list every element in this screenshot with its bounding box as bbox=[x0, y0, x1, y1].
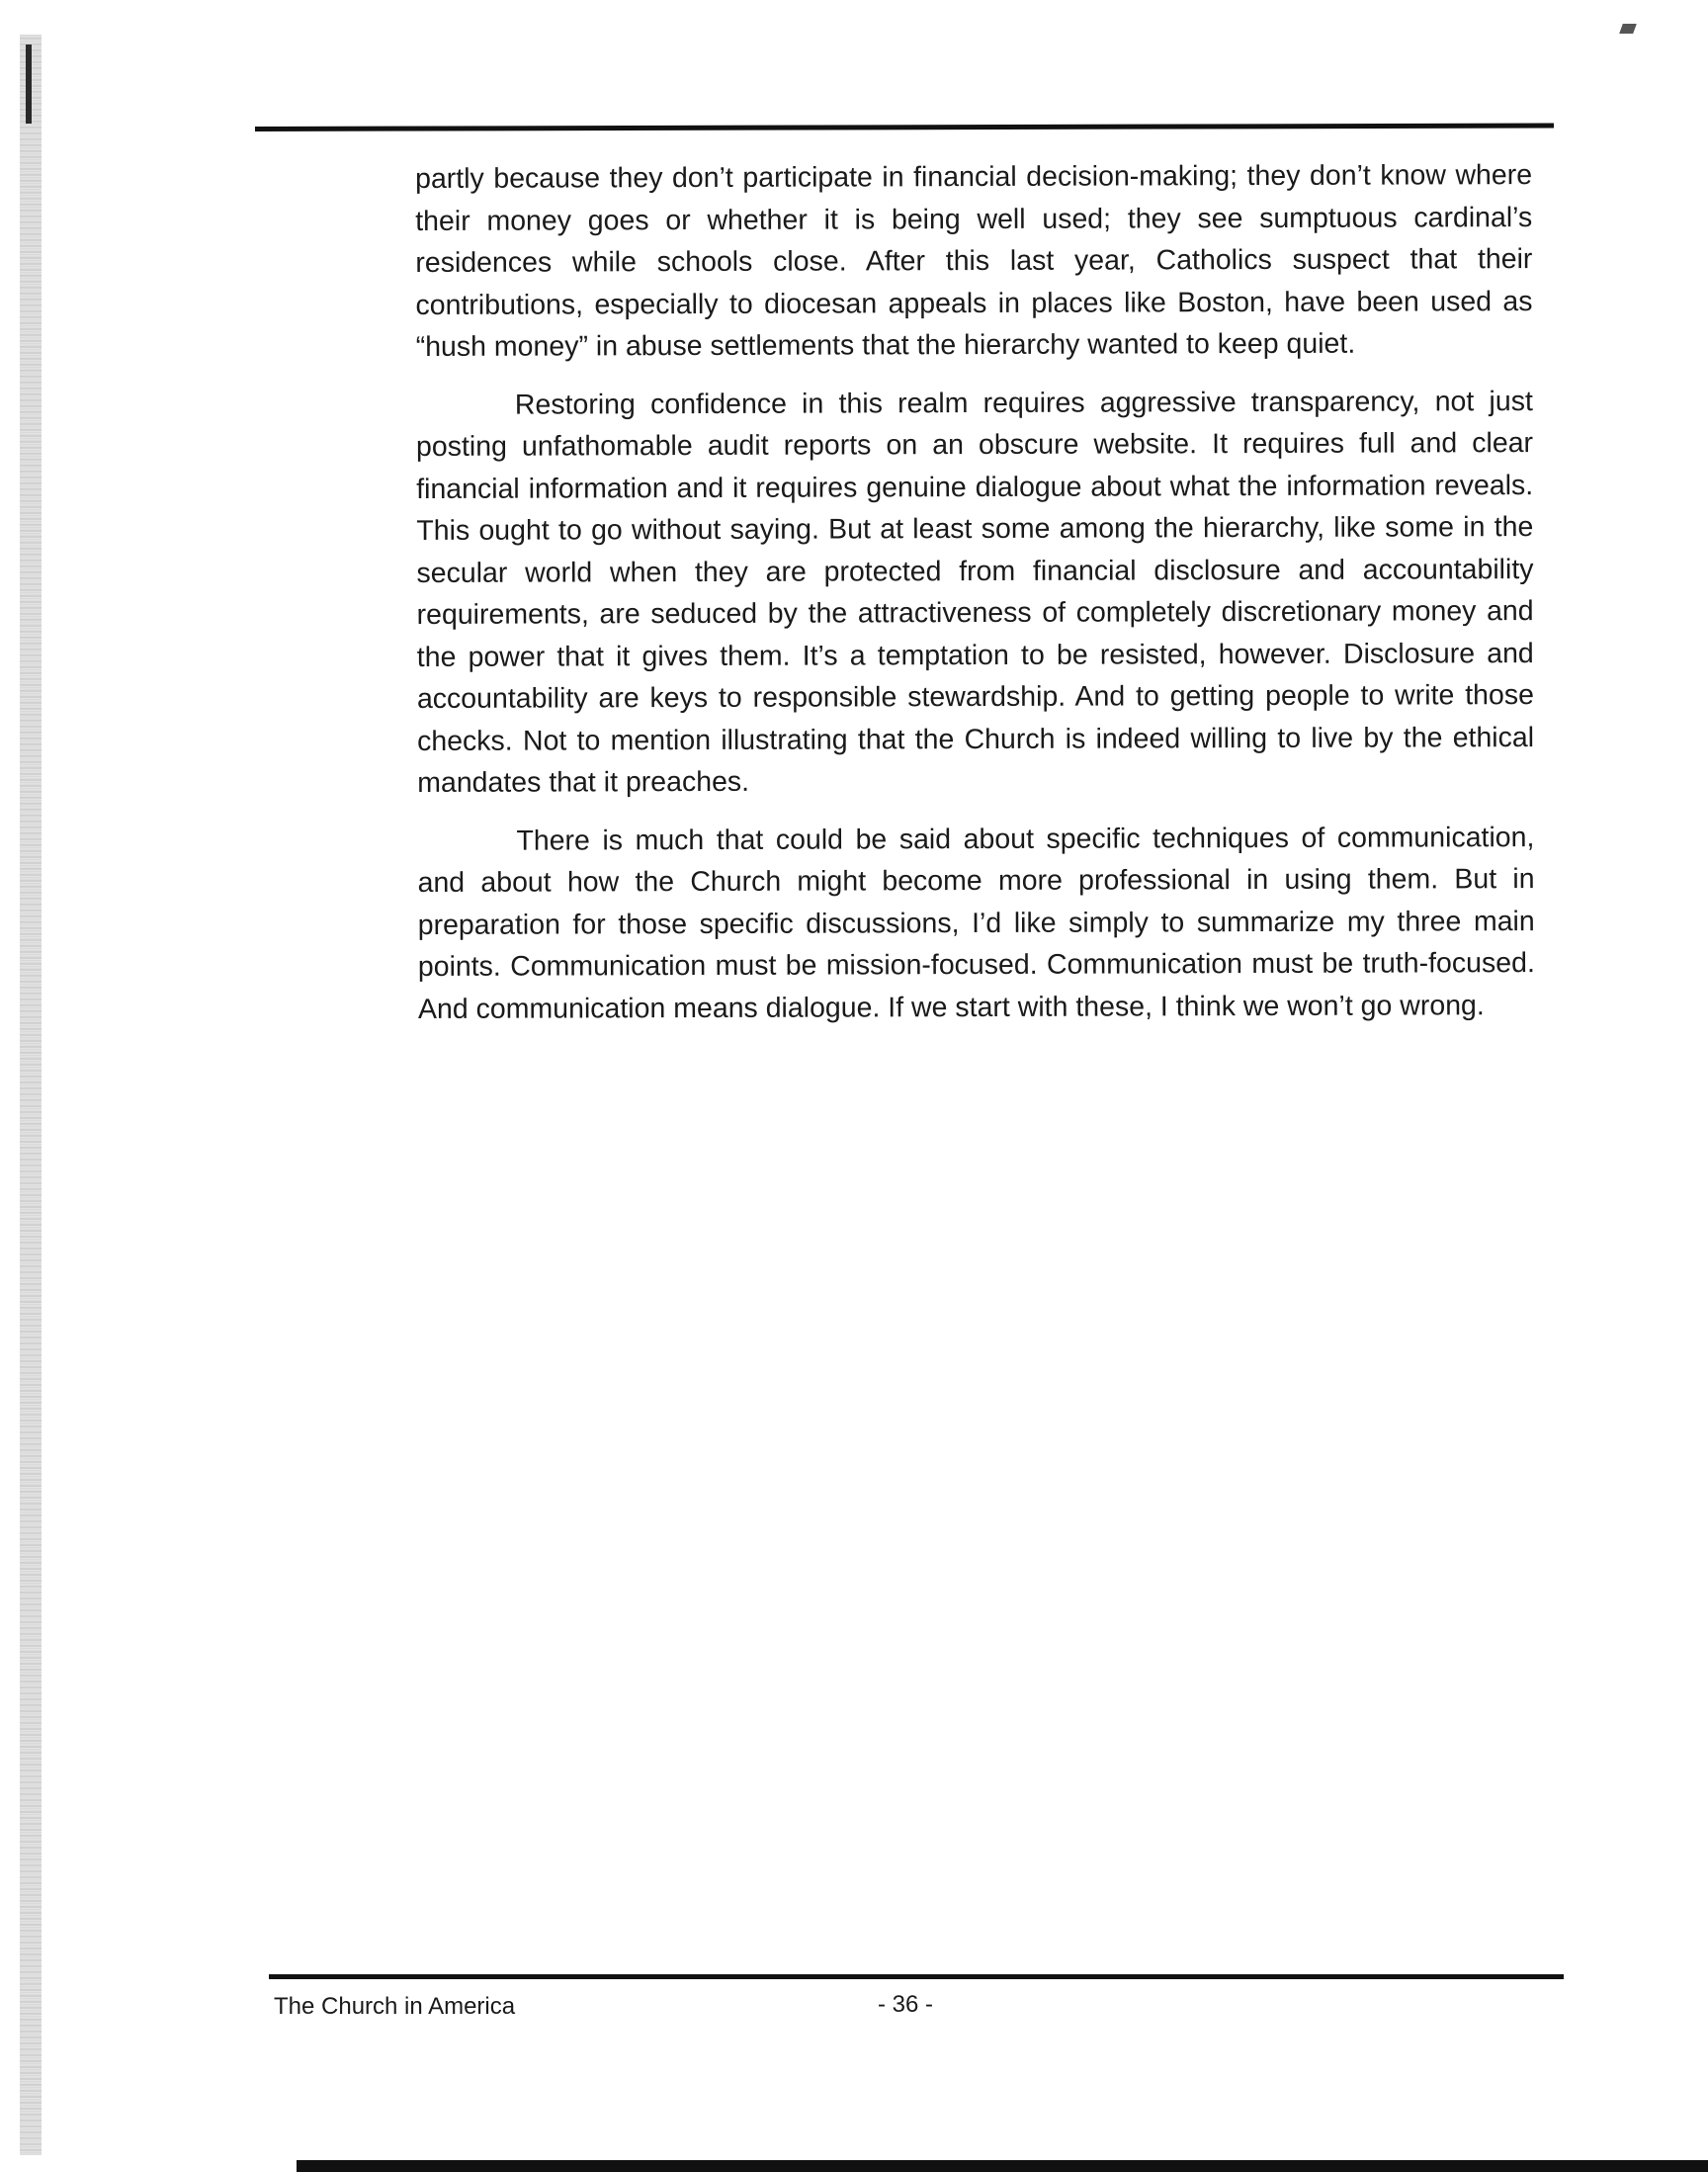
scan-edge-mark bbox=[26, 44, 32, 124]
scan-bottom-edge bbox=[297, 2160, 1708, 2172]
footer-rule bbox=[269, 1974, 1564, 1979]
footer-title: The Church in America bbox=[274, 1993, 516, 2020]
header-rule bbox=[255, 124, 1554, 131]
scan-edge-artifact bbox=[20, 35, 42, 2155]
page-number: - 36 - bbox=[878, 1991, 934, 2018]
paragraph-2: Restoring confidence in this realm requires aggressive transparency, not just posting unfathomable audit reports on an obscure website. It requires full and clear financial information and it requires genuine dialogue about what the information reveals. This ought to go without saying. But at least some among the hierarchy, like some in the secular world when they are protected from financial disclosure and accountability requirements, are seduced by the attractiveness of completely discretionary money and the power that it gives them. It’s a temptation to be resisted, however. Disclosure and accountability are keys to responsible stewardship. And to getting people to write those checks. Not to mention illustrating that the Church is indeed willing to live by the ethical mandates that it preaches. bbox=[415, 385, 1535, 799]
paragraph-3: There is much that could be said about specific techniques of communication, and about how the Church might become more professional in using them. But in preparation for those specific discussions, I’d like simply to summarize my three main points. Communication must be mission-focused. Communication must be truth-focused. And communication means dialogue. If we start with these, I think we won’t go wrong. bbox=[417, 821, 1535, 1025]
scan-corner-mark bbox=[1619, 24, 1637, 34]
paragraph-1: partly because they don’t participate in financial decision-making; they don’t know where their money goes or whether it is being well used; they see sumptuous cardinal’s residences while schools close. After this last year, Catholics suspect that their contributions, especially to diocesan appeals in places like Boston, have been used as “hush money” in abuse settlements that the hierarchy wanted to keep quiet. bbox=[415, 159, 1533, 363]
body-text bbox=[415, 154, 1535, 1046]
